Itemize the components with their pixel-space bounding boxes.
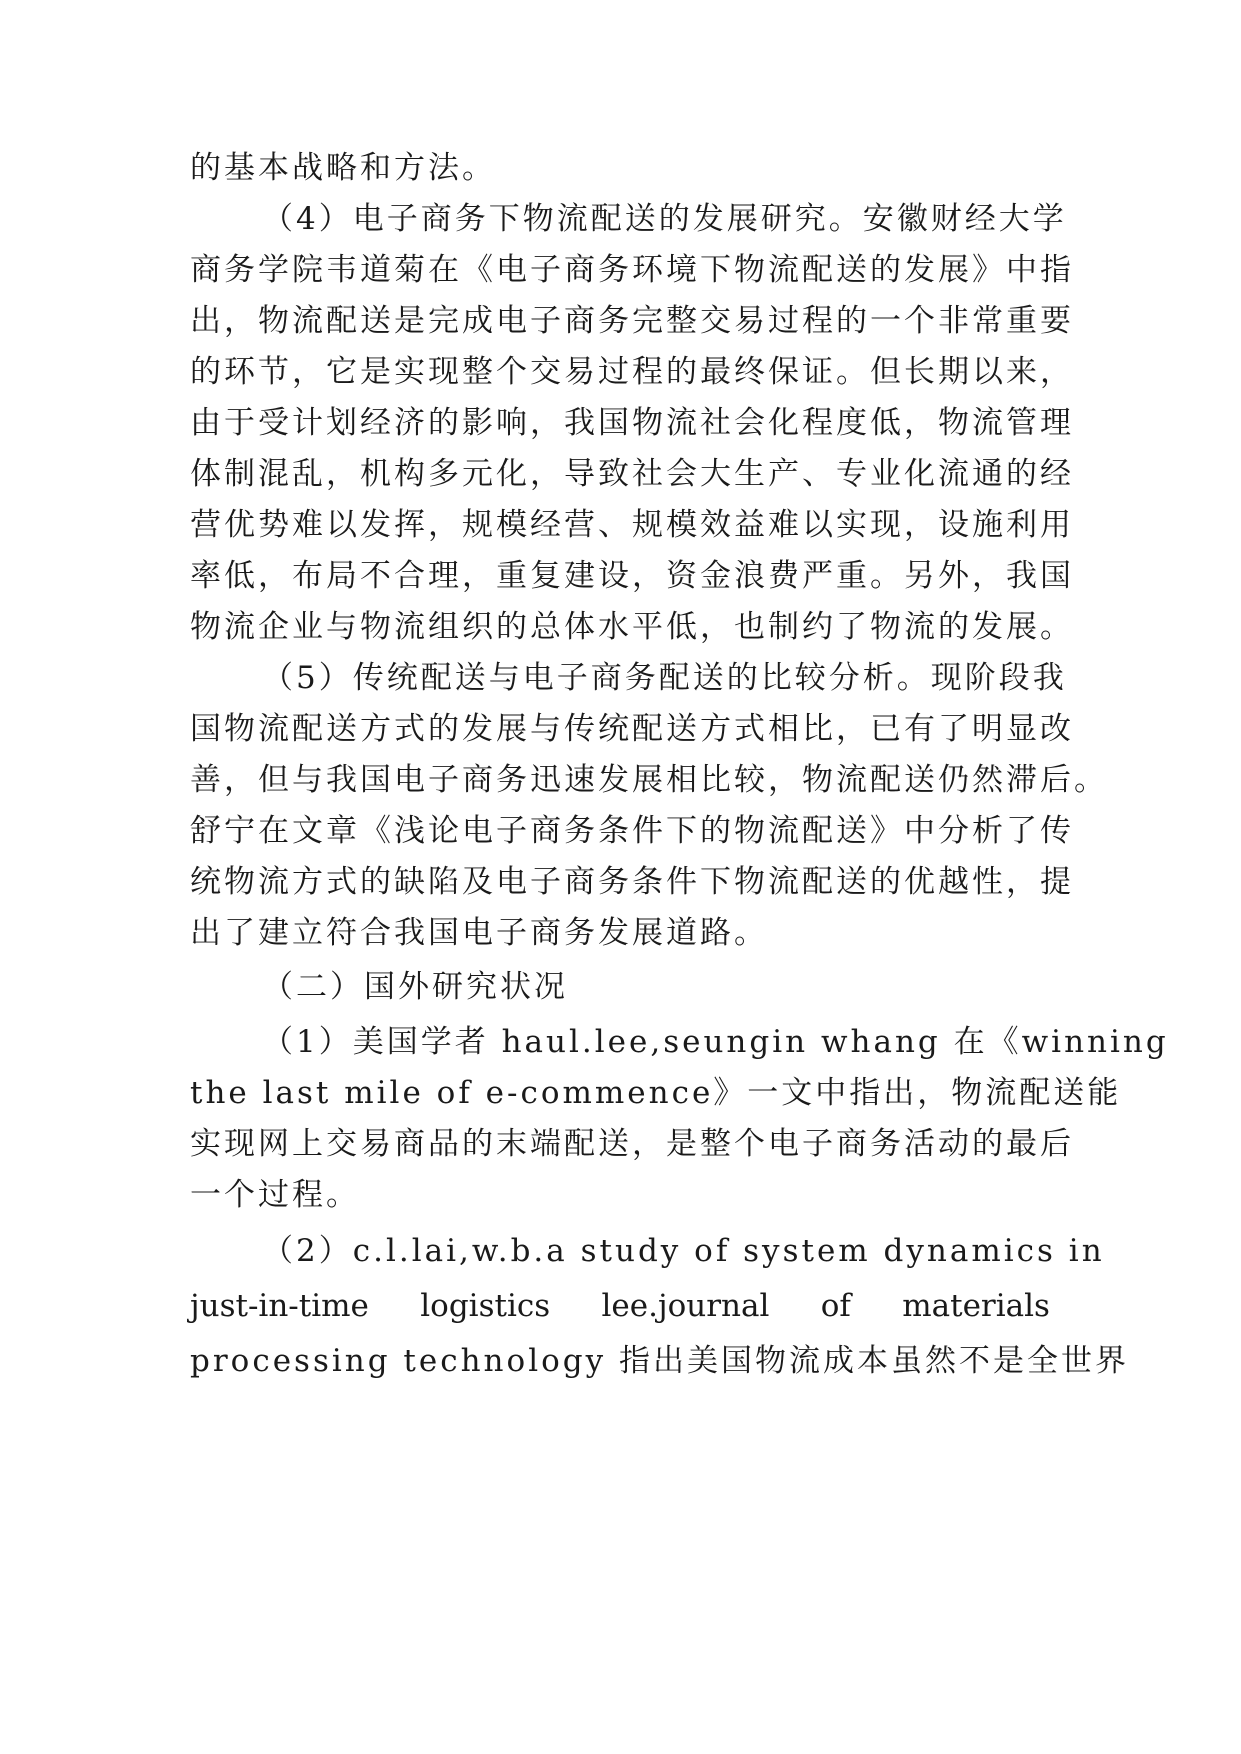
text-line: （4）电子商务下物流配送的发展研究。安徽财经大学 — [262, 201, 1067, 237]
text-line-justified — [190, 1277, 1050, 1335]
text-line: （1）美国学者 haul.lee,seungin whang 在《winning — [262, 1024, 1169, 1060]
text-line: 营优势难以发挥，规模经营、规模效益难以实现，设施利用 — [190, 507, 1074, 543]
text-line: 的环节，它是实现整个交易过程的最终保证。但长期以来， — [190, 354, 1074, 390]
text-line: 统物流方式的缺陷及电子商务条件下物流配送的优越性，提 — [190, 864, 1074, 900]
section-heading: （二）国外研究状况 — [262, 969, 568, 1005]
text-line: 一个过程。 — [190, 1177, 360, 1213]
text-line: 的基本战略和方法。 — [190, 150, 496, 186]
word: materials — [902, 1288, 1050, 1324]
text-line: （2）c.l.lai,w.b.a study of system dynamics in — [262, 1233, 1105, 1269]
text-line: 体制混乱，机构多元化，导致社会大生产、专业化流通的经 — [190, 456, 1074, 492]
text-line: 物流企业与物流组织的总体水平低，也制约了物流的发展。 — [190, 609, 1074, 645]
text-line: 由于受计划经济的影响，我国物流社会化程度低，物流管理 — [190, 405, 1074, 441]
word: of — [820, 1288, 851, 1324]
text-line: 出了建立符合我国电子商务发展道路。 — [190, 915, 768, 951]
text-line: 实现网上交易商品的末端配送，是整个电子商务活动的最后 — [190, 1126, 1074, 1162]
text-line: （5）传统配送与电子商务配送的比较分析。现阶段我 — [262, 660, 1067, 696]
word: logistics — [420, 1288, 551, 1324]
text-line: 出，物流配送是完成电子商务完整交易过程的一个非常重要 — [190, 303, 1074, 339]
text-line: 舒宁在文章《浅论电子商务条件下的物流配送》中分析了传 — [190, 813, 1074, 849]
word: just-in-time — [190, 1288, 369, 1324]
text-line: 国物流配送方式的发展与传统配送方式相比，已有了明显改 — [190, 711, 1074, 747]
word: lee.journal — [601, 1288, 770, 1324]
text-line: 率低，布局不合理，重复建设，资金浪费严重。另外，我国 — [190, 558, 1074, 594]
text-line: processing technology 指出美国物流成本虽然不是全世界 — [190, 1343, 1129, 1379]
text-line: 善，但与我国电子商务迅速发展相比较，物流配送仍然滞后。 — [190, 762, 1108, 798]
text-line: 商务学院韦道菊在《电子商务环境下物流配送的发展》中指 — [190, 252, 1074, 288]
text-line: the last mile of e-commence》一文中指出，物流配送能 — [190, 1075, 1122, 1111]
